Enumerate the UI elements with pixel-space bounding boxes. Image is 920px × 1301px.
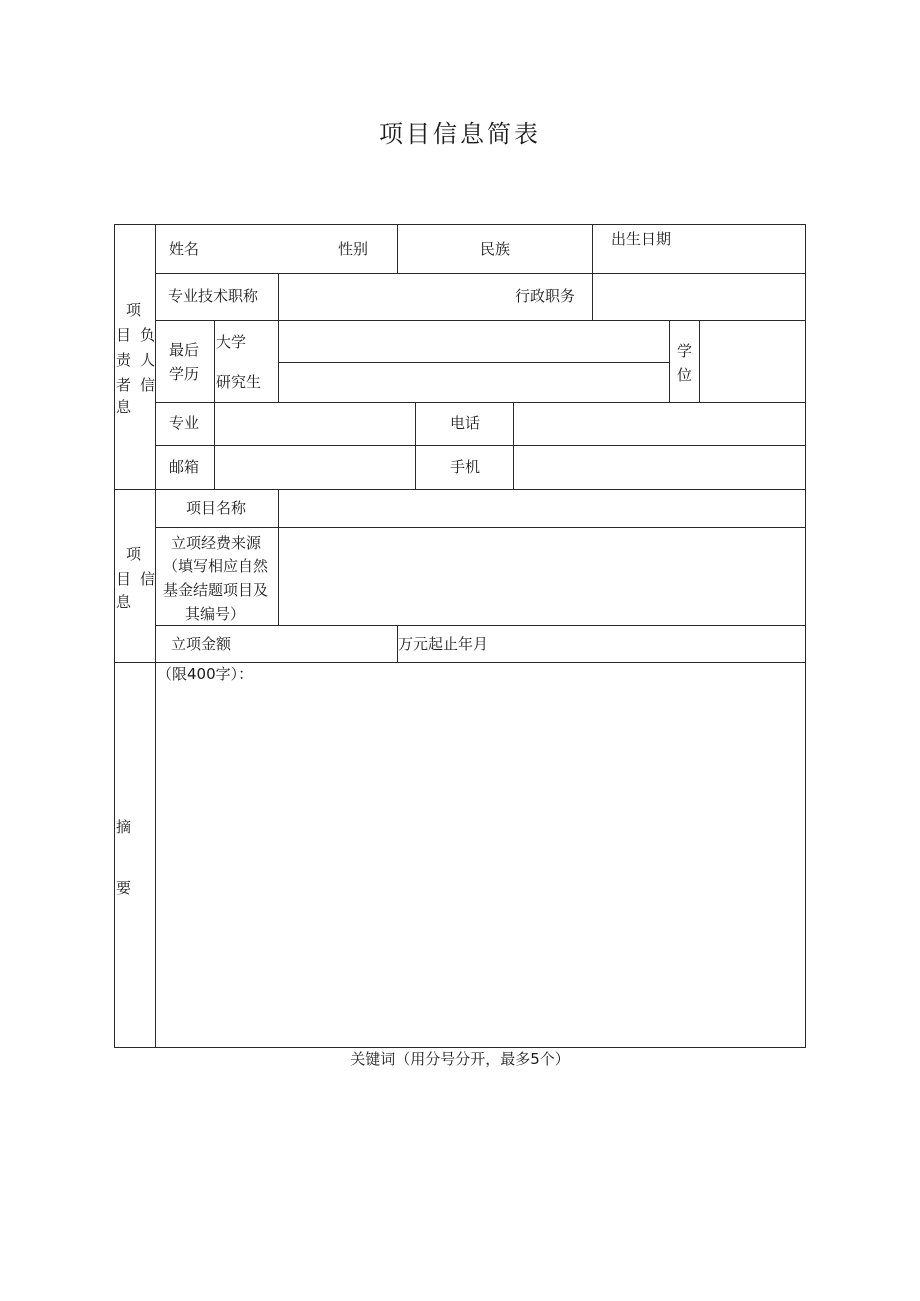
mobile-field[interactable] <box>515 447 804 488</box>
leader-section-label-4: 者信 <box>116 376 165 394</box>
table-border-top <box>114 224 806 225</box>
fund-source-field[interactable] <box>280 529 804 624</box>
column-divider <box>214 320 215 490</box>
table-border-left <box>114 224 115 1048</box>
fund-source-label-2: （填写相应自然 <box>163 557 269 575</box>
period-field[interactable] <box>495 627 804 661</box>
gender-field[interactable] <box>371 228 395 270</box>
education-label-2: 学历 <box>169 365 200 383</box>
label-column-divider <box>155 224 156 1048</box>
leader-section-label-5: 息 <box>116 398 132 416</box>
ethnicity-label: 民族 <box>480 240 511 258</box>
prof-title-field[interactable] <box>280 275 505 319</box>
column-divider <box>592 224 593 321</box>
graduate-field[interactable] <box>280 364 668 401</box>
column-divider <box>278 273 279 403</box>
prof-title-label: 专业技术职称 <box>168 287 259 305</box>
major-field[interactable] <box>216 404 413 444</box>
admin-post-label: 行政职务 <box>515 287 576 305</box>
row-divider <box>155 625 806 626</box>
email-label: 邮箱 <box>169 458 200 476</box>
birth-date-field[interactable] <box>594 250 804 272</box>
abstract-label-bottom: 要 <box>116 879 132 897</box>
phone-label: 电话 <box>450 414 481 432</box>
column-divider <box>699 320 700 403</box>
abstract-hint: （限400字）： <box>157 665 254 683</box>
column-divider <box>415 402 416 490</box>
unit-period-label: 万元起止年月 <box>398 635 489 653</box>
ethnicity-field[interactable] <box>520 228 590 270</box>
project-name-field[interactable] <box>280 491 804 526</box>
abstract-textarea[interactable] <box>157 688 804 1045</box>
email-field[interactable] <box>216 447 413 488</box>
university-label: 大学 <box>216 333 247 351</box>
column-divider <box>669 320 670 403</box>
gender-label: 性别 <box>338 240 369 258</box>
mobile-label: 手机 <box>450 458 481 476</box>
fund-source-label-3: 基金结题项目及 <box>163 581 269 599</box>
project-section-label-3: 息 <box>116 593 132 611</box>
amount-label: 立项金额 <box>171 635 232 653</box>
column-divider <box>278 489 279 626</box>
keywords-line: 关键词（用分号分开，最多5个） <box>350 1050 570 1068</box>
degree-label-1: 学 <box>677 342 693 360</box>
row-divider <box>155 527 806 528</box>
project-section-label-2: 目信 <box>116 570 165 588</box>
name-field[interactable] <box>205 228 330 270</box>
project-name-label: 项目名称 <box>186 499 247 517</box>
row-divider <box>155 273 806 274</box>
university-field[interactable] <box>280 322 668 361</box>
birth-date-label: 出生日期 <box>611 230 672 248</box>
row-divider <box>278 362 670 363</box>
column-divider <box>513 402 514 490</box>
abstract-label-top: 摘 <box>116 818 132 836</box>
section-divider <box>114 489 806 490</box>
project-section-label-1: 项 <box>126 545 142 563</box>
row-divider <box>155 320 806 321</box>
row-divider <box>155 445 806 446</box>
name-label: 姓名 <box>169 240 200 258</box>
education-label-1: 最后 <box>169 341 200 359</box>
major-label: 专业 <box>169 414 200 432</box>
leader-section-label-3: 责人 <box>116 351 165 369</box>
table-border-right <box>805 224 806 1048</box>
leader-section-label-2: 目负 <box>116 326 165 344</box>
degree-field[interactable] <box>701 322 804 401</box>
fund-source-label-4: 其编号） <box>185 605 246 623</box>
column-divider <box>397 224 398 274</box>
graduate-label: 研究生 <box>216 373 262 391</box>
degree-label-2: 位 <box>677 366 693 384</box>
leader-section-label-1: 项 <box>126 301 142 319</box>
phone-field[interactable] <box>515 404 804 444</box>
page-title: 项目信息简表 <box>379 120 541 148</box>
row-divider <box>155 402 806 403</box>
admin-post-field[interactable] <box>594 275 804 319</box>
fund-source-label-1: 立项经费来源 <box>171 534 262 552</box>
